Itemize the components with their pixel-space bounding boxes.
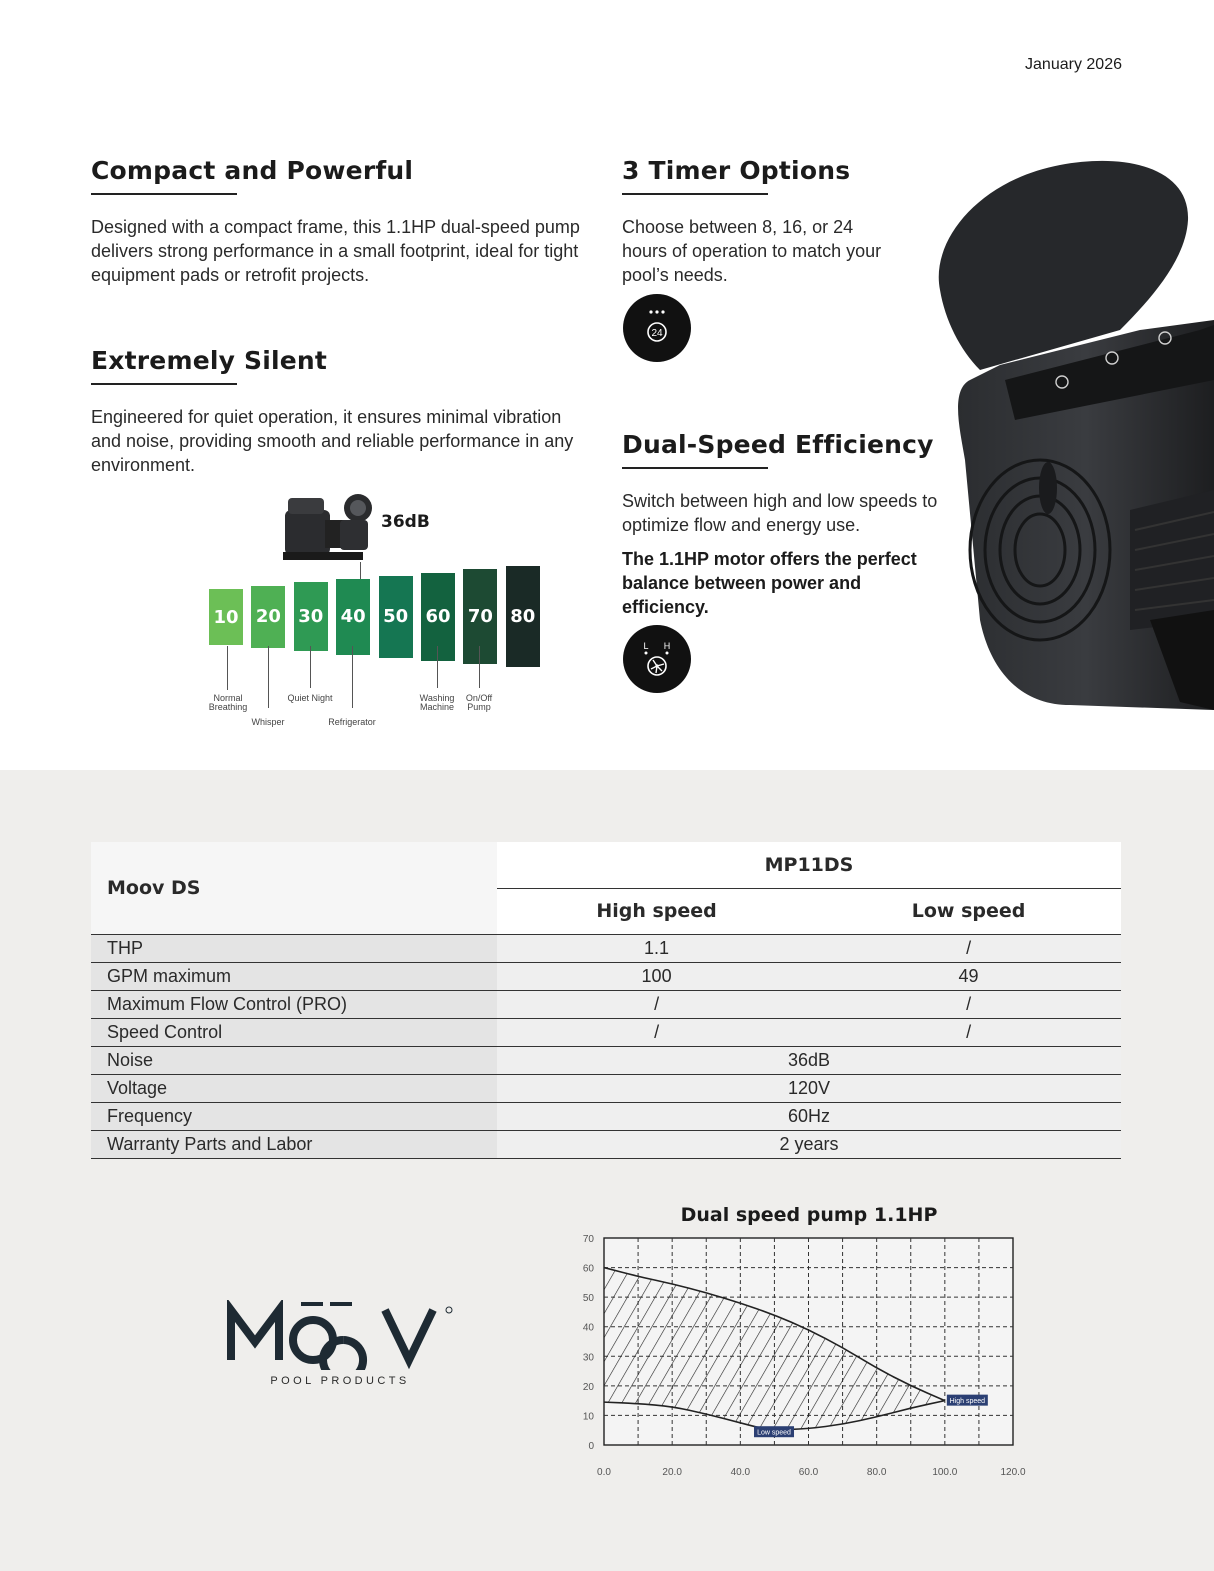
spec-row-value-low: / — [816, 934, 1121, 962]
feature-dual-title: Dual-Speed Efficiency — [622, 430, 934, 459]
feature-compact-title: Compact and Powerful — [91, 156, 414, 185]
spec-row-value-high: 1.1 — [497, 934, 816, 962]
title-underline — [91, 193, 237, 195]
spec-col-low: Low speed — [816, 888, 1121, 934]
x-tick-label: 40.0 — [730, 1467, 751, 1478]
spec-table — [91, 842, 1121, 1159]
spec-row-value-low: 49 — [816, 962, 1121, 990]
feature-timer-body: Choose between 8, 16, or 24 hours of operation to match your pool’s needs. — [622, 217, 882, 285]
spec-row-value-high: 100 — [497, 962, 816, 990]
spec-row — [91, 1102, 1121, 1130]
feature-timer-title: 3 Timer Options — [622, 156, 851, 185]
label-refrigerator: Refrigerator — [328, 717, 376, 727]
spec-row-value: 120V — [497, 1074, 1121, 1102]
speed-icon-h: H — [663, 641, 671, 651]
logo-subtitle: POOL PRODUCTS — [270, 1375, 410, 1387]
feature-silent-body: Engineered for quiet operation, it ensures minimal vibration and noise, providing smooth and reliable performance in any environment. — [91, 407, 574, 475]
label-quiet-night: Quiet Night — [287, 693, 333, 703]
feature-dual-speed — [622, 430, 942, 619]
spec-row — [91, 1018, 1121, 1046]
performance-chart — [570, 1228, 1040, 1488]
noise-bar-80: 80 — [506, 566, 540, 668]
spec-model-header: MP11DS — [497, 842, 1121, 888]
feature-dual-body: Switch between high and low speeds to optimize flow and energy use. — [622, 491, 938, 535]
spec-row — [91, 1046, 1121, 1074]
x-tick-label: 120.0 — [1000, 1467, 1026, 1478]
label-whisper: Whisper — [251, 717, 285, 727]
spec-row-value: 36dB — [497, 1046, 1121, 1074]
title-underline — [622, 467, 768, 469]
chart-title: Dual speed pump 1.1HP — [680, 1204, 938, 1226]
spec-row-label: Warranty Parts and Labor — [91, 1130, 497, 1158]
feature-timer — [622, 156, 892, 287]
spec-row-value: 60Hz — [497, 1102, 1121, 1130]
spec-row — [91, 1130, 1121, 1158]
leader-line — [310, 646, 311, 688]
noise-bar-20: 20 — [251, 586, 285, 649]
spec-row-label: Voltage — [91, 1074, 497, 1102]
leader-line — [268, 646, 269, 708]
spec-row — [91, 962, 1121, 990]
pump-pointer-line — [360, 562, 361, 580]
spec-row — [91, 990, 1121, 1018]
feature-compact — [91, 156, 591, 287]
noise-bar-40: 40 — [336, 579, 370, 655]
low-speed-tag-label: Low speed — [757, 1429, 791, 1437]
noise-bar-70: 70 — [463, 569, 497, 664]
feature-compact-body: Designed with a compact frame, this 1.1HP dual-speed pump delivers strong performance in a small footprint, ideal for tight equipment pads or retrofit projects. — [91, 217, 580, 285]
y-tick-label: 10 — [582, 1411, 594, 1423]
spec-row — [91, 934, 1121, 962]
feature-silent — [91, 346, 581, 477]
moov-logo — [225, 1300, 455, 1395]
speed-icon-l: L — [643, 641, 649, 651]
document-date: January 2026 — [1025, 56, 1122, 73]
spec-row-label: Frequency — [91, 1102, 497, 1130]
x-tick-label: 60.0 — [798, 1467, 819, 1478]
spec-row-label: GPM maximum — [91, 962, 497, 990]
noise-scale-chart — [200, 490, 560, 740]
feature-dual-body-bold: The 1.1HP motor offers the perfect balance between power and efficiency. — [622, 549, 917, 617]
feature-silent-title: Extremely Silent — [91, 346, 328, 375]
spec-row-label: Maximum Flow Control (PRO) — [91, 990, 497, 1018]
noise-bar-10: 10 — [209, 589, 243, 645]
leader-line — [352, 646, 353, 708]
x-tick-label: 80.0 — [866, 1467, 887, 1478]
spec-row-value-low: / — [816, 1018, 1121, 1046]
leader-line — [227, 646, 228, 690]
spec-row-value-high: / — [497, 990, 816, 1018]
spec-row-label: Speed Control — [91, 1018, 497, 1046]
y-tick-label: 70 — [582, 1234, 594, 1245]
title-underline — [622, 193, 768, 195]
leader-line — [437, 646, 438, 688]
noise-bar-30: 30 — [294, 582, 328, 651]
high-speed-tag-label: High speed — [949, 1398, 986, 1406]
moov-logo-mark — [225, 1300, 455, 1370]
timer-icon — [623, 294, 691, 362]
spec-product-name: Moov DS — [91, 842, 497, 934]
spec-row-value: 2 years — [497, 1130, 1121, 1158]
title-underline — [91, 383, 237, 385]
leader-line — [479, 646, 480, 688]
y-tick-label: 50 — [582, 1293, 594, 1305]
spec-col-high: High speed — [497, 888, 816, 934]
spec-row-value-high: / — [497, 1018, 816, 1046]
noise-bar-50: 50 — [379, 576, 413, 658]
noise-bar-60: 60 — [421, 573, 455, 662]
pump-product-image — [920, 150, 1214, 720]
pump-db-label: 36dB — [381, 512, 430, 532]
y-tick-label: 40 — [582, 1322, 594, 1334]
speed-fan-icon — [623, 625, 691, 693]
spec-row-label: THP — [91, 934, 497, 962]
y-tick-label: 60 — [582, 1263, 594, 1275]
label-normal-breathing: Normal Breathing — [208, 693, 248, 712]
spec-row-value-low: / — [816, 990, 1121, 1018]
label-washing-machine: Washing Machine — [419, 693, 455, 712]
timer-icon-label: 24 — [651, 328, 663, 339]
spec-row — [91, 1074, 1121, 1102]
y-tick-label: 20 — [582, 1381, 594, 1393]
y-tick-label: 0 — [588, 1441, 594, 1452]
x-tick-label: 20.0 — [662, 1467, 682, 1478]
x-tick-label: 0.0 — [597, 1467, 611, 1478]
y-tick-label: 30 — [582, 1352, 594, 1364]
x-tick-label: 100.0 — [932, 1467, 958, 1478]
label-onoff-pump: On/Off Pump — [465, 693, 493, 712]
spec-row-label: Noise — [91, 1046, 497, 1074]
mini-pump-image — [280, 490, 375, 565]
